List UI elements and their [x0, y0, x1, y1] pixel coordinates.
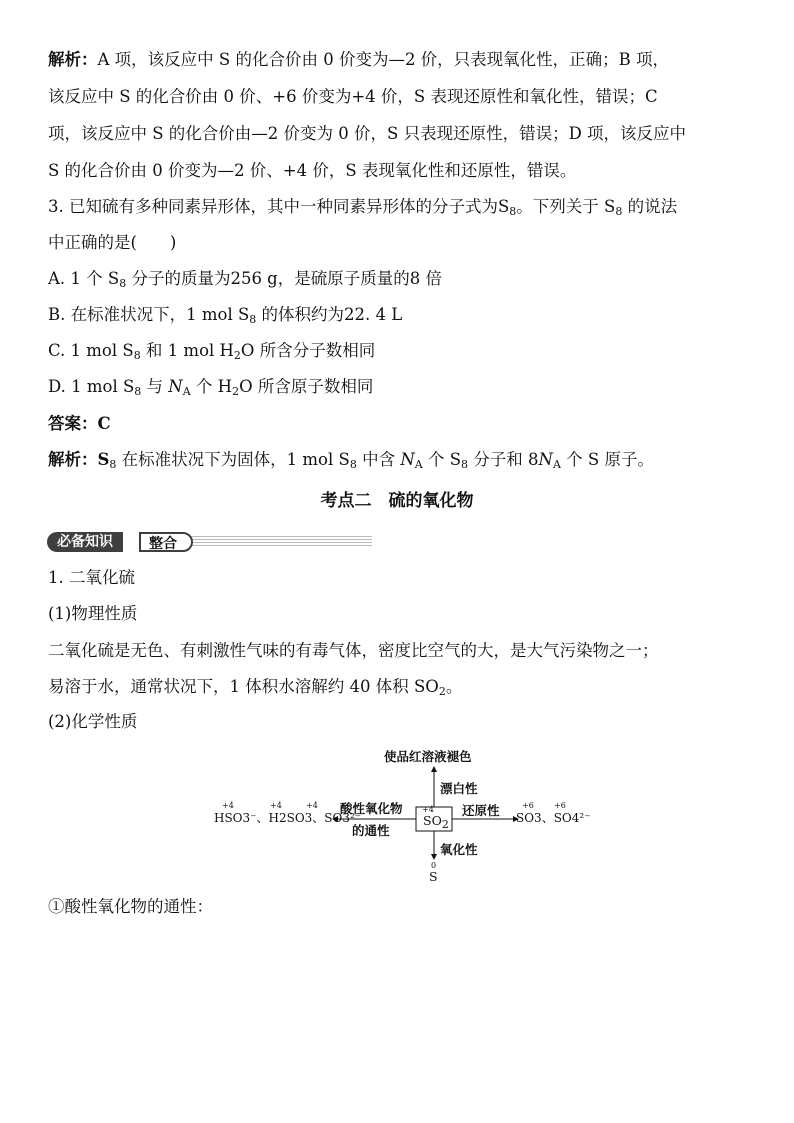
acidic-label-1: 酸性氧化物: [340, 801, 403, 816]
left-ox-1: +4: [222, 801, 234, 810]
q3-stem-text: 。下列关于 S: [516, 197, 616, 216]
left-ox-3: +4: [306, 801, 318, 810]
q3-stem-line-2: 中正确的是( ): [48, 233, 177, 252]
q3-answer: 答案：C: [48, 414, 111, 433]
right-products: SO3、SO4²⁻: [516, 811, 591, 825]
phys-text: 。: [445, 677, 463, 696]
analysis-line-2: 该反应中 S 的化合价由 0 价、+6 价变为+4 价，S 表现还原性和氧化性，错误；C: [48, 87, 658, 106]
oxidizing-label: 氧化性: [440, 842, 478, 857]
subscript: 8: [133, 349, 141, 362]
q3-analysis: [48, 450, 654, 470]
analysis-label: 解析：S: [48, 450, 110, 469]
subscript: 8: [119, 277, 127, 290]
analysis-text: 在标准状况下为固体，1 mol S: [116, 450, 350, 469]
subscript: 8: [134, 385, 142, 398]
option-text: C. 1 mol S: [48, 341, 134, 360]
subscript: 8: [615, 205, 623, 218]
subscript: 2: [233, 349, 241, 362]
option-text: 和 1 mol H: [140, 341, 234, 360]
option-text: 个 H: [190, 377, 233, 396]
option-text: B. 在标准状况下，1 mol S: [48, 305, 250, 324]
q3-stem-text: 3. 已知硫有多种同素异形体，其中一种同素异形体的分子式为S: [48, 197, 510, 216]
phys-line-1: 二氧化硫是无色、有刺激性气味的有毒气体，密度比空气的大，是大气污染物之一；: [48, 641, 659, 660]
phys-line-2: [48, 677, 462, 697]
option-text: O 所含分子数相同: [240, 341, 376, 360]
q3-option-c: [48, 341, 375, 361]
q3-stem-line-1: [48, 197, 677, 217]
avogadro-symbol: N: [168, 377, 183, 396]
banner-stripes: [187, 536, 372, 548]
bleach-label: 漂白性: [440, 781, 478, 796]
center-formula: [423, 813, 449, 831]
avogadro-symbol: N: [538, 450, 553, 469]
analysis-text: 中含: [356, 450, 401, 469]
analysis-text: 分子和 8: [468, 450, 539, 469]
analysis-text: 个 S 原子。: [560, 450, 654, 469]
analysis-line-3: 项，该反应中 S 的化合价由—2 价变为 0 价，S 只表现还原性，错误；D 项，该反应中: [48, 124, 687, 143]
subscript: 8: [109, 458, 117, 471]
subscript: 8: [509, 205, 517, 218]
banner-tag-left: 必备知识: [47, 532, 123, 552]
section-title: 考点二 硫的氧化物: [320, 491, 474, 511]
subscript: A: [182, 385, 191, 398]
center-formula-text: SO: [423, 813, 442, 828]
bottom-product: S: [429, 869, 438, 884]
q3-stem-text: 的说法: [622, 197, 678, 216]
section-banner: [47, 532, 372, 552]
analysis-line-1: [48, 50, 669, 70]
phys-heading: (1)物理性质: [48, 604, 138, 623]
right-ox-1: +6: [522, 801, 534, 810]
so2-heading: 1. 二氧化硫: [48, 568, 135, 587]
q3-option-b: [48, 305, 402, 325]
option-text: 的体积约为22. 4 L: [256, 305, 403, 324]
subscript: A: [552, 458, 561, 471]
subscript: A: [414, 458, 423, 471]
subscript: 2: [441, 818, 449, 831]
right-ox-2: +6: [554, 801, 566, 810]
analysis-label: 解析：: [48, 50, 98, 69]
center-ox-state: +4: [422, 805, 434, 814]
chem-heading: (2)化学性质: [48, 712, 138, 731]
analysis-text: 个 S: [422, 450, 462, 469]
reducing-label: 还原性: [462, 803, 500, 818]
subscript: 8: [461, 458, 469, 471]
subscript: 8: [249, 313, 257, 326]
q3-option-d: [48, 377, 373, 397]
acidic-label-2: 的通性: [352, 823, 390, 838]
left-ox-2: +4: [270, 801, 282, 810]
analysis-line-4: S 的化合价由 0 价变为—2 价、+4 价，S 表现氧化性和还原性，错误。: [48, 161, 577, 180]
option-text: 与: [141, 377, 169, 396]
banner-tag-right: 整合: [139, 532, 193, 552]
option-text: A. 1 个 S: [48, 269, 120, 288]
avogadro-symbol: N: [400, 450, 415, 469]
so2-property-diagram: [200, 745, 600, 890]
top-label: 使品红溶液褪色: [384, 749, 472, 764]
phys-text: 易溶于水，通常状况下，1 体积水溶解约 40 体积 SO: [48, 677, 439, 696]
analysis-text: A 项，该反应中 S 的化合价由 0 价变为—2 价，只表现氧化性，正确；B 项，: [97, 50, 670, 69]
subscript: 2: [438, 685, 446, 698]
bottom-ox: 0: [431, 861, 437, 870]
q3-option-a: [48, 269, 442, 289]
left-products: HSO3⁻、H2SO3、SO3²⁻: [214, 811, 362, 825]
subscript: 2: [232, 385, 240, 398]
acid-heading: ①酸性氧化物的通性：: [48, 897, 213, 916]
option-text: 分子的质量为256 g，是硫原子质量的8 倍: [126, 269, 442, 288]
option-text: O 所含原子数相同: [239, 377, 374, 396]
subscript: 8: [349, 458, 357, 471]
option-text: D. 1 mol S: [48, 377, 135, 396]
